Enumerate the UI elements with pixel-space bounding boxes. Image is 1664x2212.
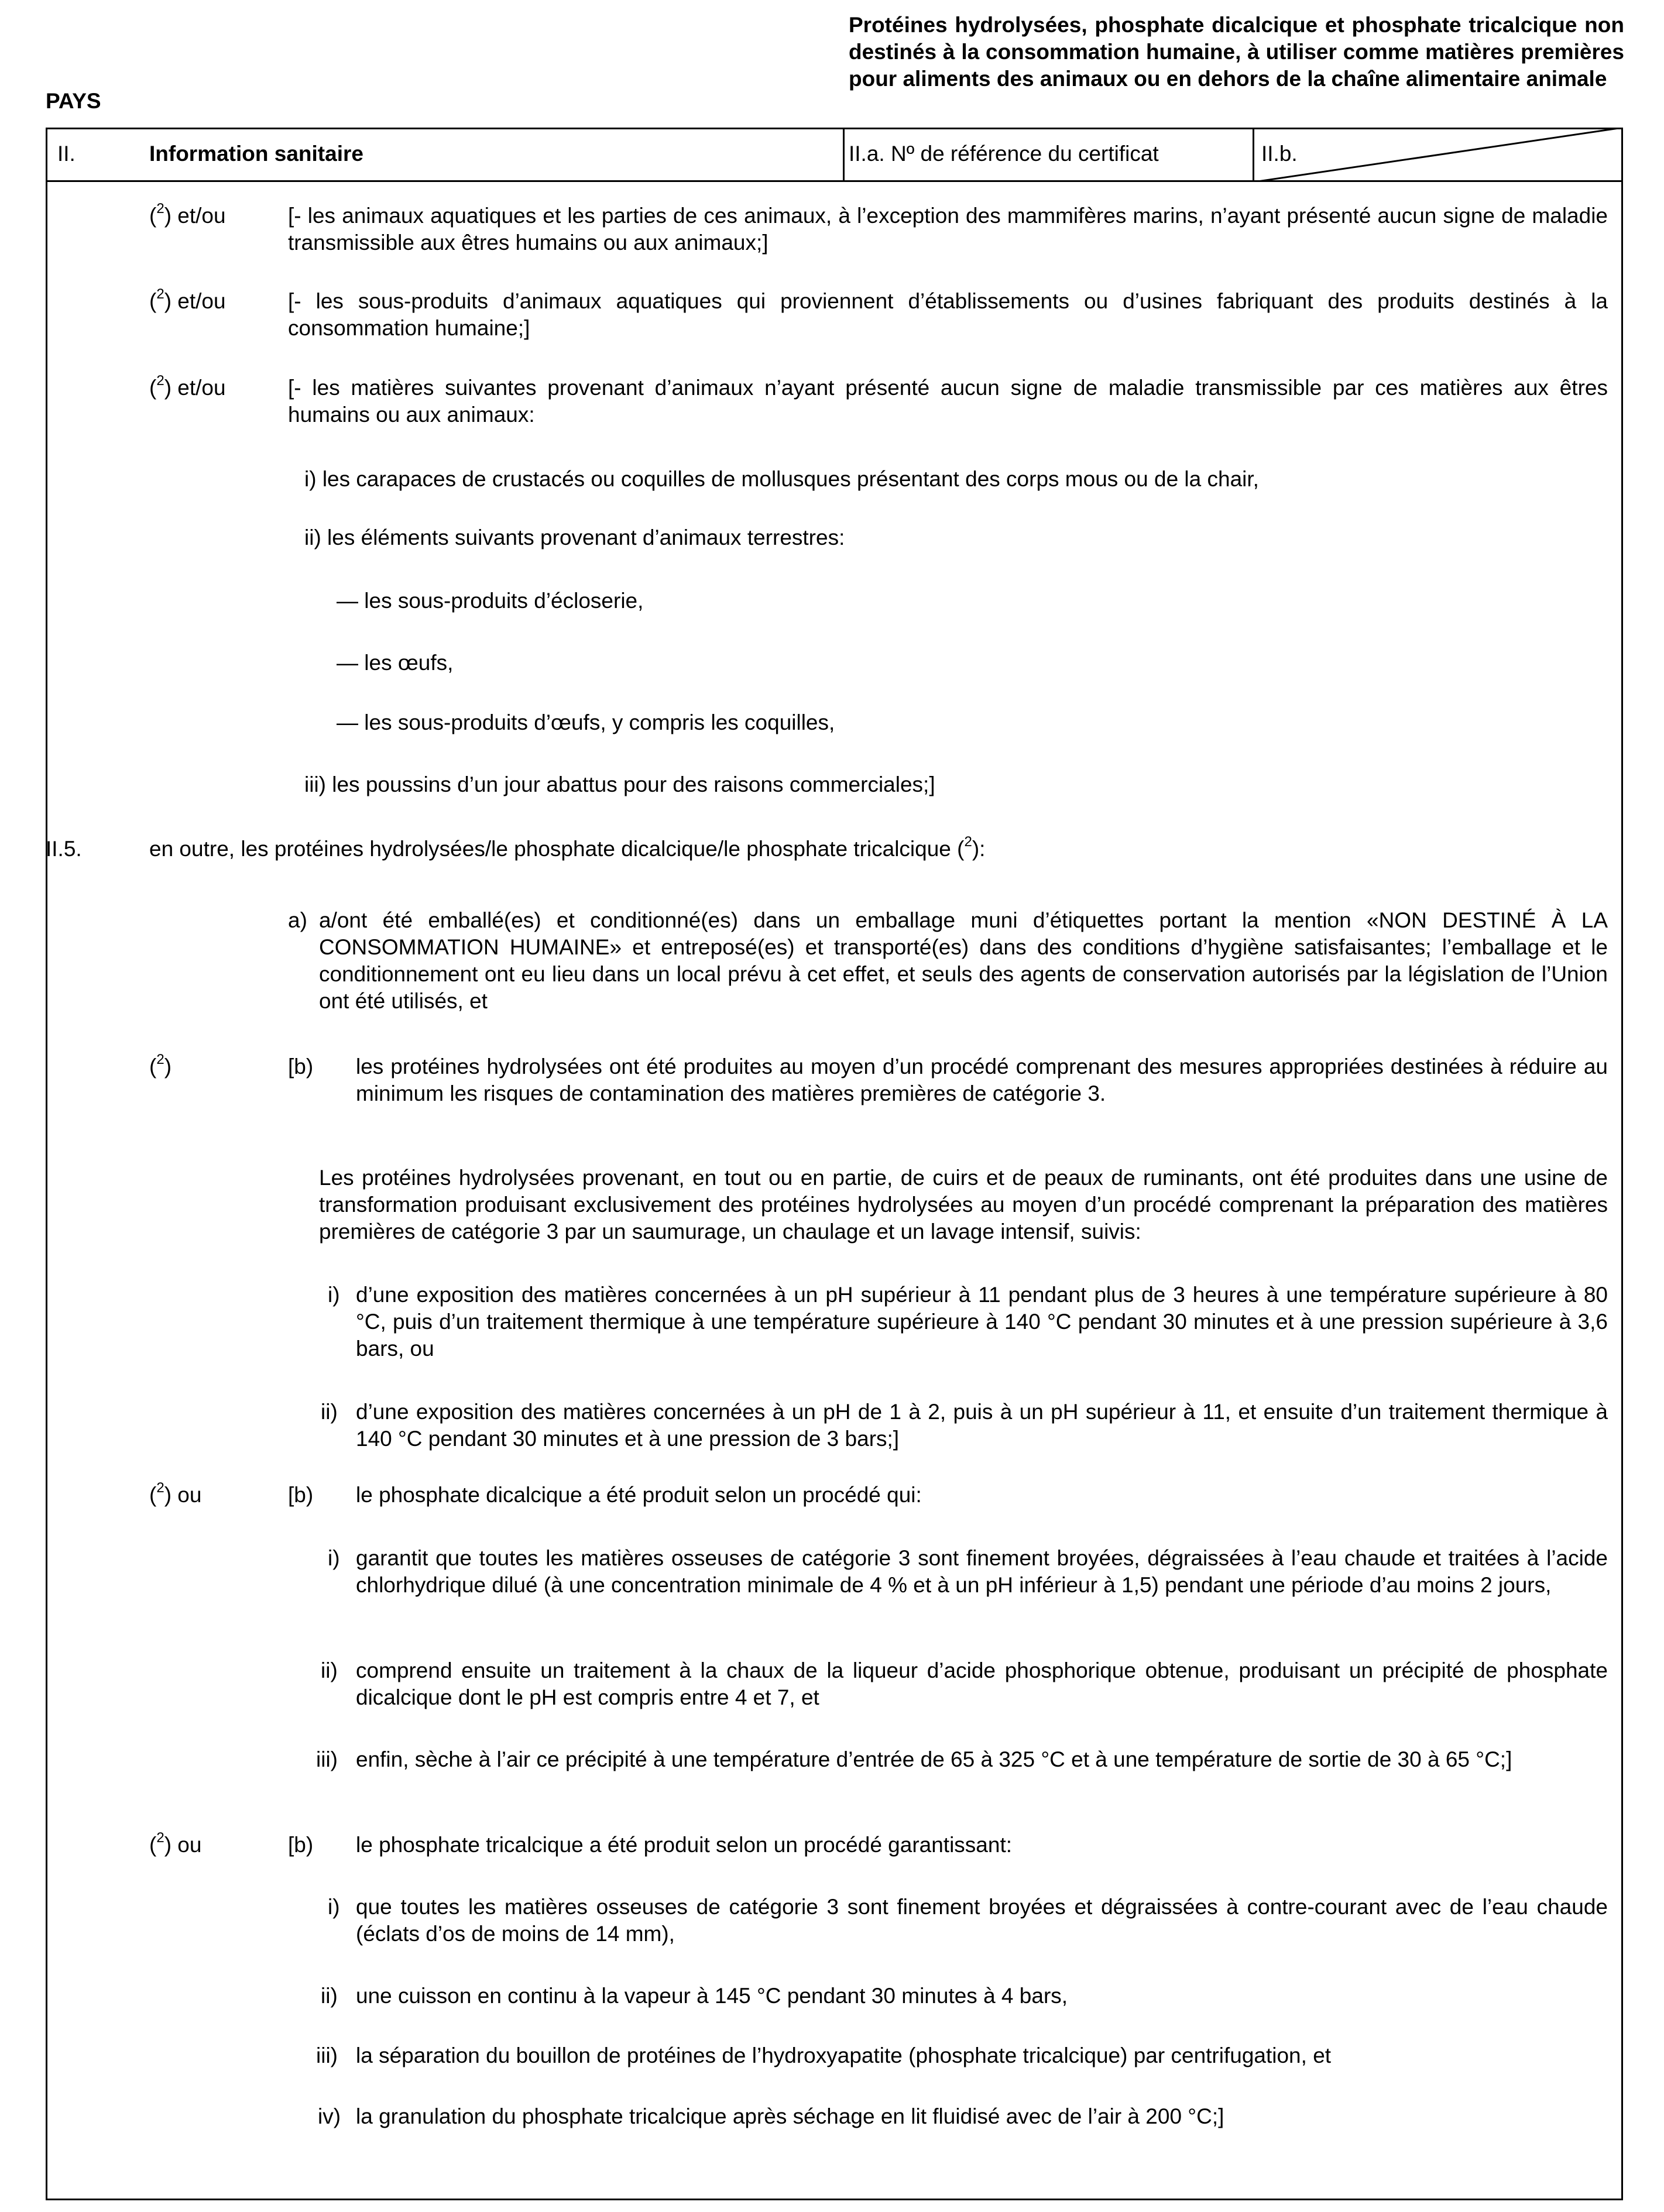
- dash-item: — les sous-produits d’œufs, y compris les coquilles,: [337, 710, 835, 734]
- item-3-i: i) les carapaces de crustacés ou coquilles de mollusques présentant des corps mous ou de la chair,: [304, 467, 1259, 491]
- dicalcium-i-text: garantit que toutes les matières osseuses de catégorie 3 sont finement broyées, dégraissées à l’eau chaude et traitées à l’acide chlorhydrique dilué (à une concentration minimale de 4 % et à un pH inférieur à 1,5) pendant une période d’au moins 2 jours,: [356, 1546, 1608, 1597]
- tricalcium-i-text: que toutes les matières osseuses de catégorie 3 sont finement broyées et dégraissées à contre-courant avec de l’eau chaude (éclats d’os de moins de 14 mm),: [356, 1895, 1608, 1946]
- tricalcium-iii-label: iii): [316, 2043, 338, 2067]
- point-b-proteins: les protéines hydrolysées ont été produites au moyen d’un procédé comprenant des mesures appropriées destinées à réduire au minimum les risques de contamination des matières premières de catégorie 3.: [356, 1055, 1608, 1105]
- dicalcium-ii-text: comprend ensuite un traitement à la chaux de la liqueur d’acide phosphorique obtenue, produisant un précipité de phosphate dicalcique dont le pH est compris entre 4 et 7, et: [356, 1658, 1608, 1709]
- dash-item: — les sous-produits d’écloserie,: [337, 589, 644, 613]
- proteins-paragraph: Les protéines hydrolysées provenant, en tout ou en partie, de cuirs et de peaux de ruminants, ont été produites dans une usine de transformation produisant exclusivement des protéines hydrolysées au moyen d’un procédé comprenant la préparation des matières premières de catégorie 3 par un saumurage, un chaulage et un lavage intensif, suivis:: [319, 1166, 1608, 1244]
- ref-b-label: II.b.: [1261, 142, 1298, 166]
- dash-item: — les œufs,: [337, 651, 454, 675]
- section-5-intro: en outre, les protéines hydrolysées/le phosphate dicalcique/le phosphate tricalcique ($^2$):: [149, 834, 986, 861]
- item-3-iii: iii) les poussins d’un jour abattus pour des raisons commerciales;]: [304, 772, 935, 796]
- document-title: Protéines hydrolysées, phosphate dicalcique et phosphate tricalcique non destinés à la consommation humaine, à utiliser comme matières premières pour aliments des animaux ou en dehors de la chaîne alimentaire animale: [849, 13, 1624, 91]
- note-label: ($^2$): [149, 1052, 172, 1078]
- proteins-i-text: d’une exposition des matières concernées à un pH supérieur à 11 pendant plus de 3 heures à une température supérieure à 80 °C, puis d’un traitement thermique à une température supérieure à 140 °C pendant 30 minutes et à une pression supérieure à 3,6 bars, ou: [356, 1283, 1608, 1361]
- proteins-ii-label: ii): [321, 1400, 338, 1424]
- section-5-number: II.5.: [46, 837, 82, 861]
- country-label: PAYS: [46, 89, 101, 113]
- point-b-label: [b): [288, 1055, 314, 1078]
- point-a-label: a): [288, 908, 307, 932]
- point-b-label: [b): [288, 1833, 314, 1857]
- note-label: ($^2$) et/ou: [149, 373, 226, 400]
- dicalcium-ii-label: ii): [321, 1658, 338, 1682]
- item-aquatic-animals: [- les animaux aquatiques et les parties de ces animaux, à l’exception des mammifères marins, n’ayant présenté aucun signe de maladie transmissible aux êtres humains ou aux animaux;]: [288, 204, 1608, 255]
- item-3-ii: ii) les éléments suivants provenant d’animaux terrestres:: [304, 525, 845, 549]
- point-b-dicalcium: le phosphate dicalcique a été produit selon un procédé qui:: [356, 1483, 922, 1507]
- dicalcium-i-label: i): [328, 1546, 340, 1570]
- tricalcium-iii-text: la séparation du bouillon de protéines de l’hydroxyapatite (phosphate tricalcique) par centrifugation, et: [356, 2043, 1332, 2067]
- note-label: ($^2$) et/ou: [149, 201, 226, 228]
- tricalcium-iv-label: iv): [318, 2104, 341, 2128]
- item-materials: [- les matières suivantes provenant d’animaux n’ayant présenté aucun signe de maladie transmissible par ces matières aux êtres humains ou aux animaux:: [288, 376, 1608, 427]
- proteins-i-label: i): [328, 1283, 340, 1307]
- point-b-tricalcium: le phosphate tricalcique a été produit selon un procédé garantissant:: [356, 1833, 1013, 1857]
- note-label: ($^2$) ou: [149, 1480, 202, 1507]
- dicalcium-iii-label: iii): [316, 1747, 338, 1771]
- note-label: ($^2$) ou: [149, 1830, 202, 1857]
- header-cell-divider: [843, 128, 845, 182]
- note-label: ($^2$) et/ou: [149, 286, 226, 313]
- tricalcium-i-label: i): [328, 1895, 340, 1919]
- point-b-label: [b): [288, 1483, 314, 1507]
- tricalcium-iv-text: la granulation du phosphate tricalcique après séchage en lit fluidisé avec de l’air à 200 °C;]: [356, 2104, 1224, 2128]
- proteins-ii-text: d’une exposition des matières concernées à un pH de 1 à 2, puis à un pH supérieur à 11, et ensuite d’un traitement thermique à 140 °C pendant 30 minutes et à une pression de 3 bars;]: [356, 1400, 1608, 1451]
- item-aquatic-byproducts: [- les sous-produits d’animaux aquatiques qui proviennent d’établissements ou d’usines fabriquant des produits destinés à la consommation humaine;]: [288, 289, 1608, 340]
- certificate-frame: [46, 128, 1623, 2200]
- section-number: II.: [57, 142, 76, 166]
- certificate-ref-label: II.a. Nº de référence du certificat: [849, 142, 1159, 166]
- point-a-text: a/ont été emballé(es) et conditionné(es) dans un emballage muni d’étiquettes portant la mention «NON DESTINÉ À LA CONSOMMATION HUMAINE» et entreposé(es) et transporté(es) dans des conditions d’hygiène satisfaisantes; l’emballage et le conditionnement ont eu lieu dans un local prévu à cet effet, et seuls des agents de conservation autorisés par la législation de l’Union ont été utilisés, et: [319, 908, 1608, 1013]
- section-title: Information sanitaire: [149, 142, 363, 166]
- diagonal-line: [1254, 128, 1623, 182]
- dicalcium-iii-text: enfin, sèche à l’air ce précipité à une température d’entrée de 65 à 325 °C et à une température de sortie de 30 à 65 °C;]: [356, 1747, 1512, 1771]
- tricalcium-ii-label: ii): [321, 1984, 338, 2008]
- tricalcium-ii-text: une cuisson en continu à la vapeur à 145 °C pendant 30 minutes à 4 bars,: [356, 1984, 1068, 2008]
